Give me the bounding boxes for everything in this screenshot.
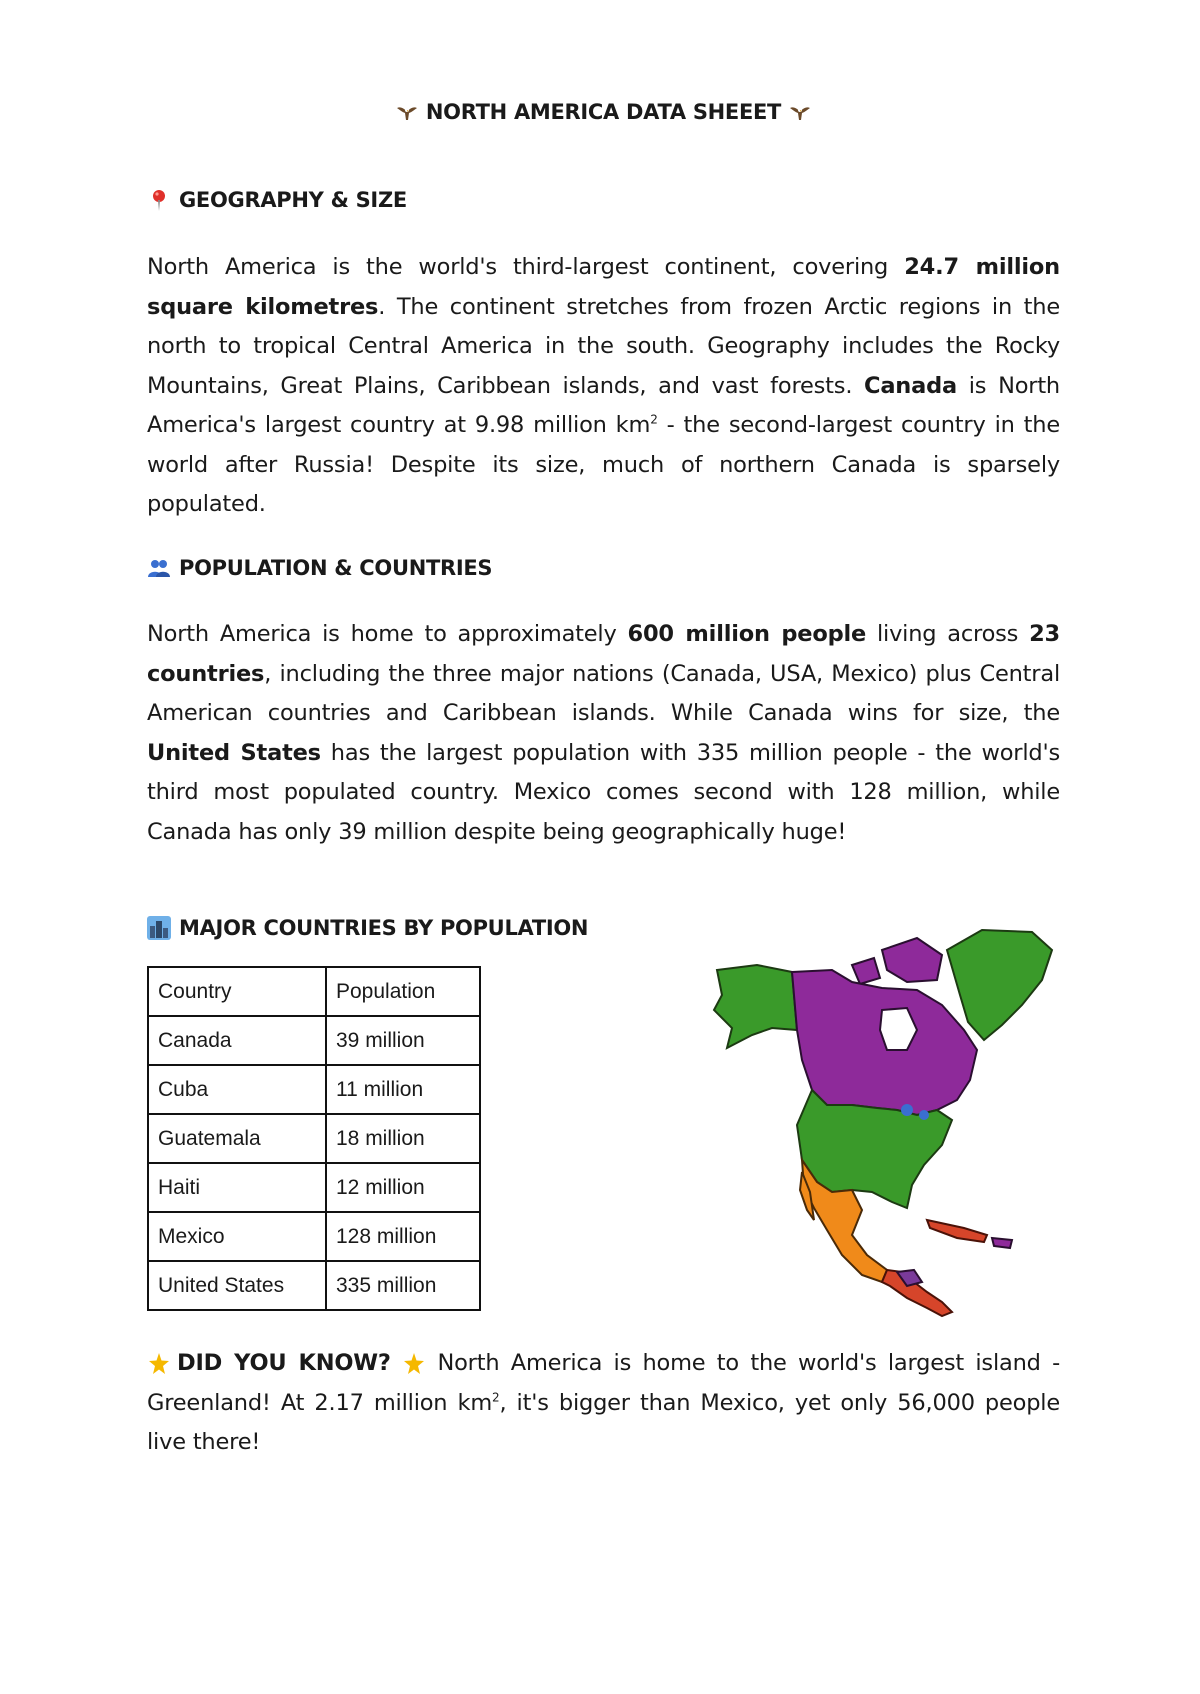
geography-heading: GEOGRAPHY & SIZE (147, 188, 407, 212)
page-title (147, 100, 1060, 125)
country-cell: United States (148, 1261, 326, 1310)
table-row (148, 1065, 480, 1114)
pin-icon (147, 188, 171, 212)
table-row (148, 1212, 480, 1261)
north-america-map (702, 910, 1172, 1350)
table-header-cell: Population (326, 967, 480, 1016)
eagle-icon (395, 101, 419, 125)
geography-paragraph: North America is the world's third-largest continent, covering 24.7 million square kilometres. The continent stretches from frozen Arctic regions in the north to tropical Central America in the south. Geography includes the Rocky Mountains, Great Plains, Caribbean islands, and vast forests. Canada is North America's largest country at 9.98 million $km^2$ - the second-largest country in the world after Russia! Despite its size, much of northern Canada is sparsely populated. (147, 254, 1061, 517)
star-icon (402, 1352, 426, 1376)
population-cell: 12 million (326, 1163, 480, 1212)
map-arctic-islands (852, 958, 880, 984)
population-cell: 18 million (326, 1114, 480, 1163)
population-cell: 11 million (326, 1065, 480, 1114)
table-header-cell: Country (148, 967, 326, 1016)
country-cell: Haiti (148, 1163, 326, 1212)
cityscape-icon (147, 916, 171, 940)
map-arctic-islands (882, 938, 942, 982)
map-great-lakes (901, 1104, 913, 1116)
country-cell: Cuba (148, 1065, 326, 1114)
population-cell: 39 million (326, 1016, 480, 1065)
did-you-know-label: DID YOU KNOW? (177, 1350, 391, 1376)
eagle-icon (788, 101, 812, 125)
map-caribbean (927, 1220, 987, 1242)
population-heading: POPULATION & COUNTRIES (147, 556, 492, 580)
countries-heading: MAJOR COUNTRIES BY POPULATION (147, 916, 588, 940)
country-cell: Guatemala (148, 1114, 326, 1163)
table-row (148, 1016, 480, 1065)
table-row (148, 1163, 480, 1212)
country-cell: Mexico (148, 1212, 326, 1261)
map-great-lakes (919, 1110, 929, 1120)
people-icon (147, 556, 171, 580)
population-paragraph: North America is home to approximately 600 million people living across 23 countries, including the three major nations (Canada, USA, Mexico) plus Central American countries and Caribbean islands. While Canada wins for size, the United States has the largest population with 335 million people - the world's third most populated country. Mexico comes second with 128 million, while Canada has only 39 million despite being geographically huge! (147, 621, 1060, 845)
map-alaska (714, 965, 797, 1048)
table-row (148, 1261, 480, 1310)
population-table (147, 966, 481, 1311)
star-icon (147, 1352, 171, 1376)
population-cell: 335 million (326, 1261, 480, 1310)
page-title-text: NORTH AMERICA DATA SHEEET (425, 100, 782, 124)
map-greenland (947, 930, 1052, 1040)
table-header-row (148, 967, 480, 1016)
map-caribbean (992, 1238, 1012, 1248)
country-cell: Canada (148, 1016, 326, 1065)
population-cell: 128 million (326, 1212, 480, 1261)
did-you-know-paragraph: DID YOU KNOW? North America is home to the world's largest island - Greenland! At 2.17 million $km^2$, it's bigger than Mexico, yet only 56,000 people live there! (147, 1350, 1061, 1455)
table-row (148, 1114, 480, 1163)
